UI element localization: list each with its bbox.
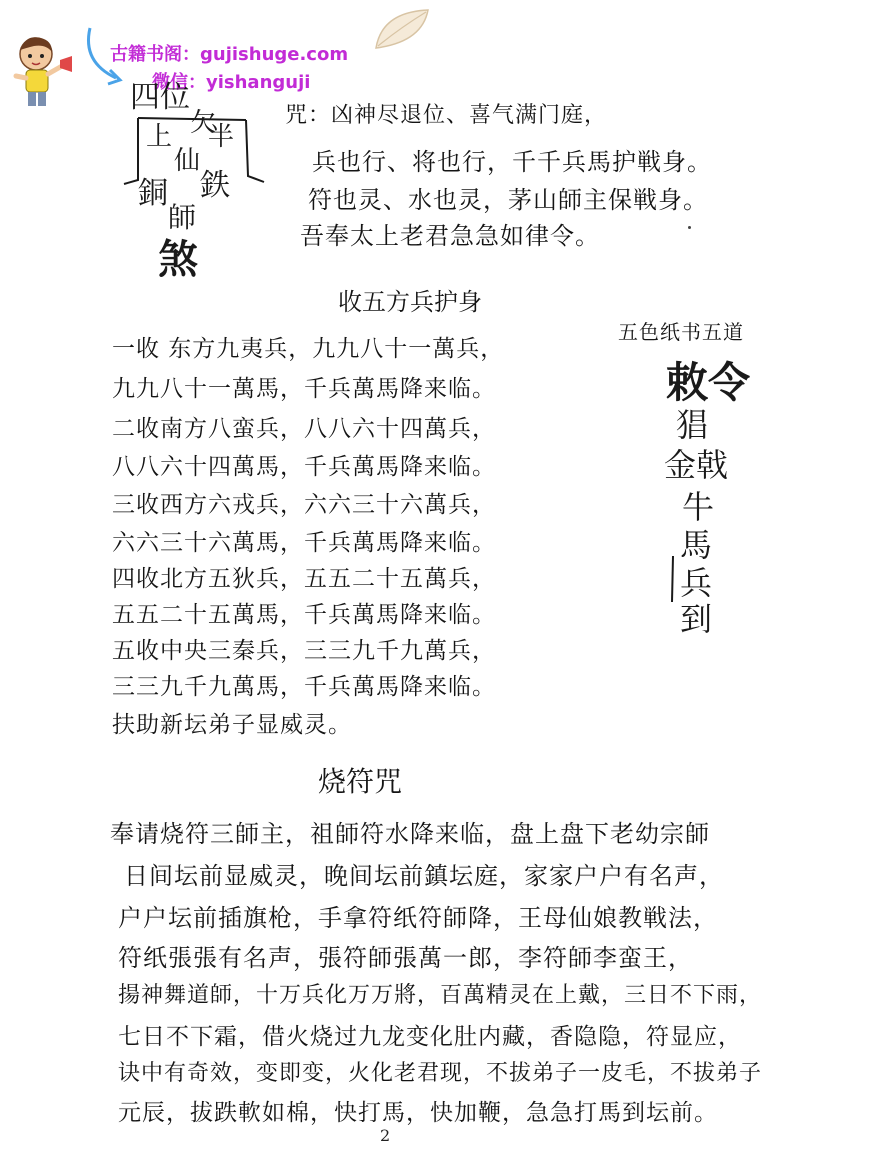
shou-line: 八八六十四萬馬，千兵萬馬降来临。	[112, 454, 496, 480]
talisman-right-glyph: 敕令	[666, 358, 751, 407]
incantation-line: 符也灵、水也灵，茅山師主保戦身。	[308, 186, 708, 214]
talisman-right-glyph: 到	[680, 600, 713, 638]
talisman-right-glyph: 牛	[682, 488, 715, 526]
burn-line: 日间坛前显威灵，晚间坛前鎮坛庭，家家户户有名声，	[124, 862, 724, 890]
shou-line: 三收西方六戎兵，六六三十六萬兵，	[112, 492, 496, 518]
shou-line: 五收中央三秦兵，三三九千九萬兵，	[112, 638, 496, 664]
shou-line: 六六三十六萬馬，千兵萬馬降来临。	[112, 530, 496, 556]
burn-line: 元辰，拔跌軟如棉，快打馬，快加鞭，急急打馬到坛前。	[118, 1100, 718, 1126]
talisman-glyph-gang-right: 鉄	[200, 168, 230, 203]
burn-line: 诀中有奇效，变即变，火化老君现，不拔弟子一皮毛，不拔弟子	[118, 1061, 763, 1086]
talisman-glyph-bottom: 煞	[158, 236, 198, 283]
mascot-logo-icon	[6, 30, 84, 110]
shou-line: 九九八十一萬馬，千兵萬馬降来临。	[112, 376, 496, 402]
talisman-glyph-center: 仙	[174, 146, 201, 176]
section-title-shou: 收五方兵护身	[338, 288, 482, 316]
talisman-right-caption: 五色纸书五道	[618, 320, 744, 344]
shou-line: 三三九千九萬馬，千兵萬馬降来临。	[112, 674, 496, 700]
page-number: 2	[380, 1126, 391, 1145]
talisman-glyph-right: 半	[208, 122, 235, 152]
talisman-right-glyph: 猖	[676, 406, 709, 444]
shou-line: 五五二十五萬馬，千兵萬馬降来临。	[112, 602, 496, 628]
incantation-line: 吾奉太上老君急急如律令。	[300, 222, 600, 250]
talisman-right-glyph: 金戟	[664, 446, 729, 484]
incantation-line: 兵也行、将也行，千千兵馬护戦身。	[312, 148, 712, 176]
burn-line: 七日不下霜，借火烧过九龙变化肚内藏，香隐隐，符显应，	[118, 1024, 742, 1050]
leaf-icon	[372, 6, 432, 52]
shou-line: 四收北方五狄兵，五五二十五萬兵，	[112, 566, 496, 592]
talisman-glyph-shi: 師	[168, 201, 197, 234]
talisman-glyph-gang-left: 銅	[138, 176, 168, 211]
shou-line: 一收 东方九夷兵，九九八十一萬兵，	[112, 336, 505, 362]
burn-line: 户户坛前插旗枪，手拿符纸符師降，王母仙娘教戦法，	[118, 904, 718, 932]
burn-line: 揚神舞道師，十万兵化万万將，百萬精灵在上戴，三日不下雨，	[118, 983, 763, 1008]
talisman-tail-stroke-icon	[668, 556, 678, 602]
talisman-glyph-roof: 欠	[190, 108, 217, 138]
talisman-glyph-left: 上	[146, 122, 173, 152]
talisman-right-glyph: 馬	[680, 526, 713, 564]
watermark-wechat: 微信：yishanguji	[152, 72, 311, 93]
shou-line: 扶助新坛弟子显威灵。	[112, 712, 352, 738]
burn-line: 符纸張張有名声，張符師張萬一郎，李符師李蛮王，	[118, 944, 693, 972]
ink-dot	[688, 226, 691, 229]
section-title-burn: 烧符咒	[318, 765, 403, 798]
shou-line: 二收南方八蛮兵，八八六十四萬兵，	[112, 416, 496, 442]
talisman-glyph-top: 四位	[130, 80, 190, 115]
talisman-right-glyph: 兵	[680, 564, 713, 602]
burn-line: 奉请烧符三師主，祖師符水降来临，盘上盘下老幼宗師	[110, 820, 710, 848]
incantation-line: 咒：凶神尽退位、喜气满门庭，	[285, 103, 608, 128]
watermark-site: 古籍书阁：gujishuge.com	[110, 44, 349, 65]
